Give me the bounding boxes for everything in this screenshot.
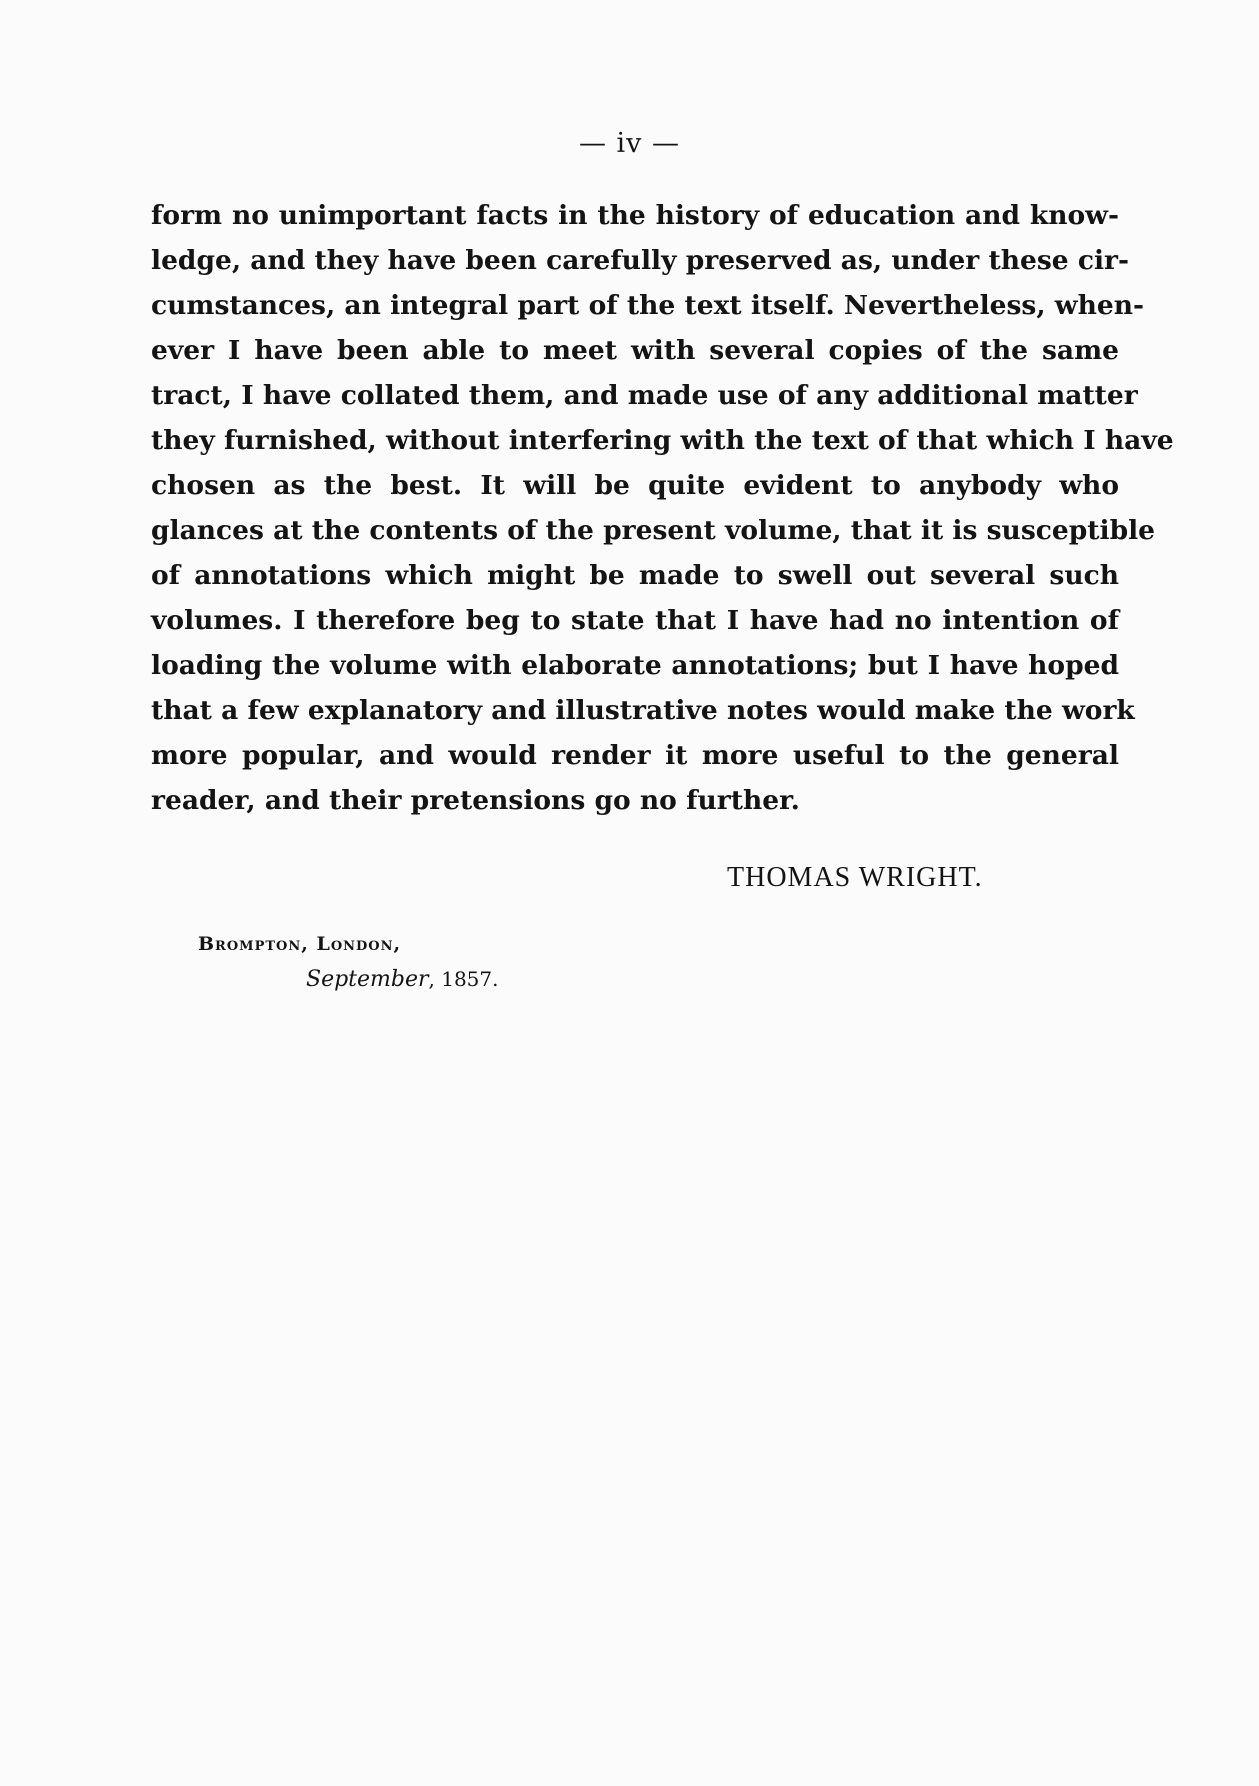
text-line: form no unimportant facts in the history of education and know- bbox=[151, 200, 1119, 231]
text-line: they furnished, without interfering with the text of that which I have bbox=[151, 425, 1174, 456]
text-line: tract, I have collated them, and made use of any additional matter bbox=[151, 380, 1138, 411]
text-line: loading the volume with elaborate annotations; but I have hoped bbox=[151, 650, 1119, 681]
text-line: glances at the contents of the present volume, that it is susceptible bbox=[151, 515, 1156, 546]
dateline-date bbox=[306, 967, 499, 992]
text-line: ledge, and they have been carefully preserved as, under these cir- bbox=[151, 245, 1129, 276]
dateline-month: September bbox=[306, 967, 429, 992]
dateline-place: Brompton, London, bbox=[198, 933, 402, 955]
text-line: cumstances, an integral part of the text itself. Nevertheless, when- bbox=[151, 290, 1144, 321]
dateline-year: , 1857. bbox=[428, 967, 499, 991]
page-number: — iv — bbox=[578, 128, 681, 159]
author-signature: THOMAS WRIGHT. bbox=[727, 862, 983, 893]
text-line: ever I have been able to meet with several copies of the same bbox=[151, 335, 1119, 366]
text-line: of annotations which might be made to swell out several such bbox=[151, 560, 1119, 591]
text-line: that a few explanatory and illustrative notes would make the work bbox=[151, 695, 1135, 726]
text-line: volumes. I therefore beg to state that I have had no intention of bbox=[151, 605, 1119, 636]
text-line: reader, and their pretensions go no further. bbox=[151, 785, 800, 816]
text-line: chosen as the best. It will be quite evident to anybody who bbox=[151, 470, 1119, 501]
text-line: more popular, and would render it more useful to the general bbox=[151, 740, 1119, 771]
body-paragraph bbox=[151, 193, 1174, 823]
